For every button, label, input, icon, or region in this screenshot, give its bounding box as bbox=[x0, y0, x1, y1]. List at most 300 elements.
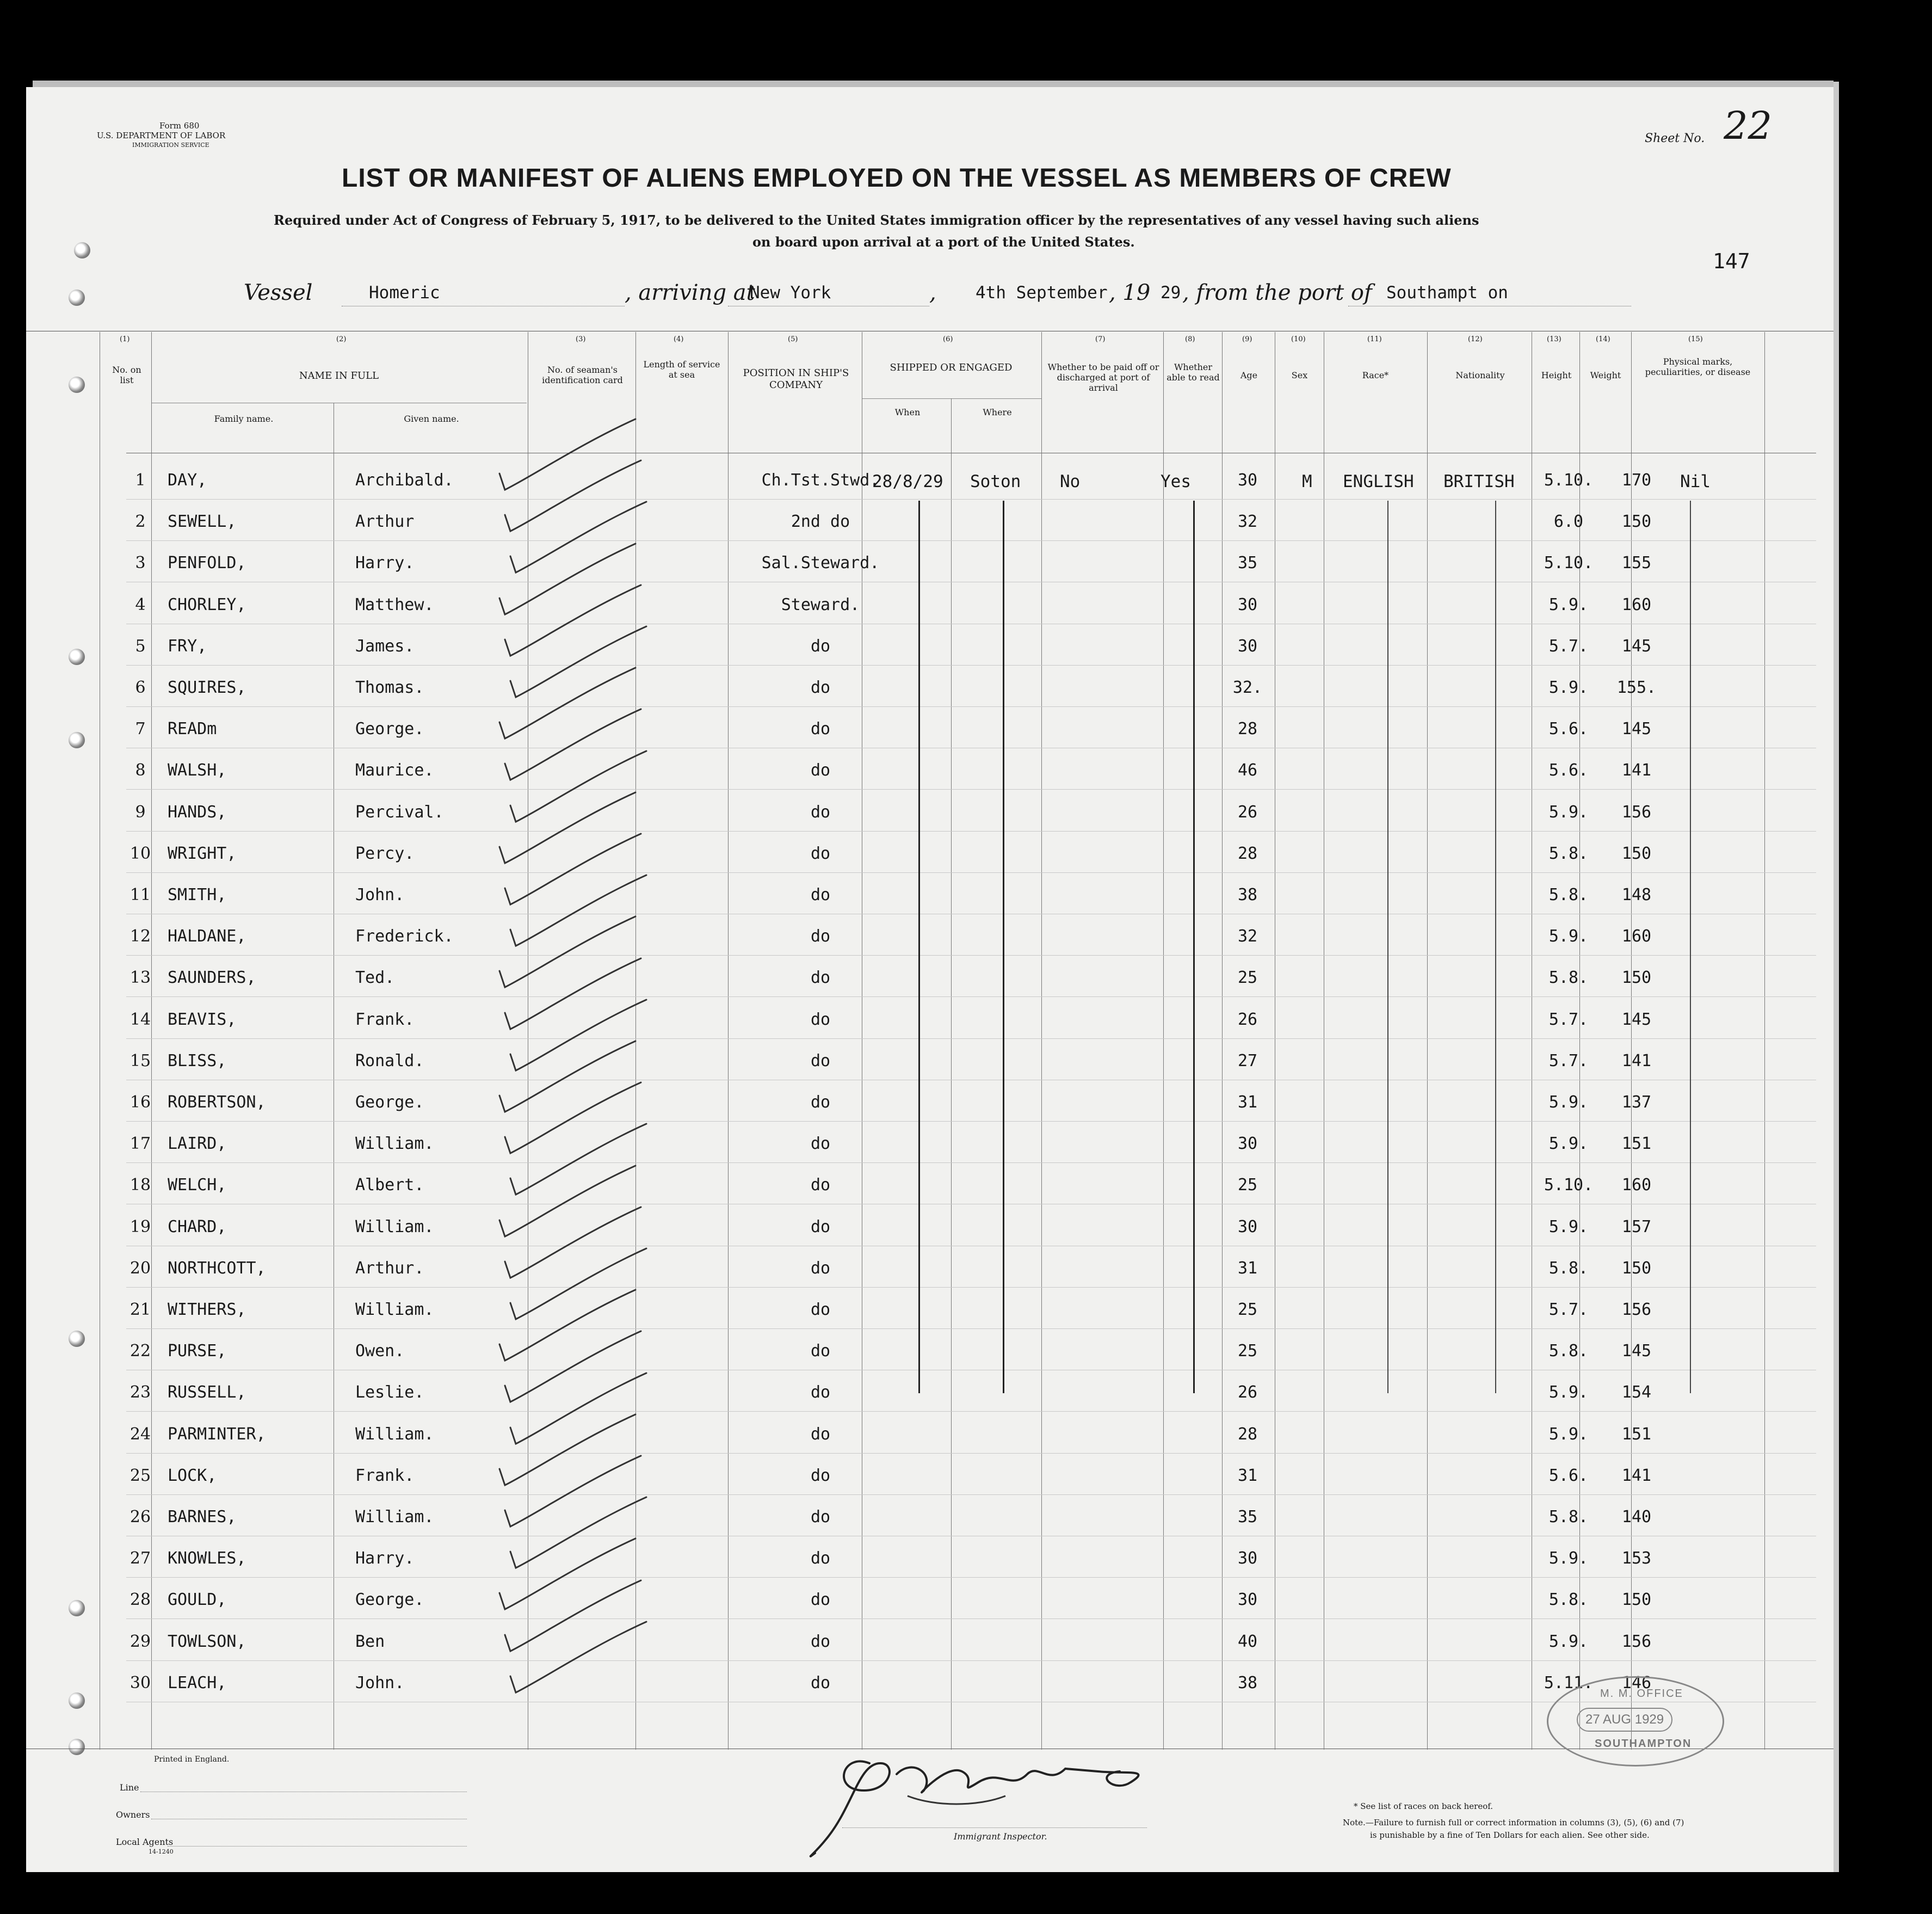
nationality-value: BRITISH bbox=[1443, 472, 1515, 491]
row-number: 23 bbox=[129, 1383, 151, 1402]
height: 5.7. bbox=[1548, 1300, 1589, 1319]
row-number: 9 bbox=[135, 803, 146, 822]
height: 5.10. bbox=[1544, 1176, 1594, 1195]
heading-name-in-full: NAME IN FULL bbox=[299, 370, 379, 381]
age: 32 bbox=[1237, 927, 1258, 946]
given-name: Leslie. bbox=[355, 1383, 424, 1402]
given-name: Arthur bbox=[355, 512, 415, 531]
height: 5.6. bbox=[1548, 1466, 1589, 1485]
given-name: Matthew. bbox=[355, 595, 434, 614]
position: Sal.Steward. bbox=[761, 553, 880, 573]
given-name: Percival. bbox=[355, 803, 444, 822]
table-row bbox=[26, 761, 1834, 793]
column-number: (13) bbox=[1547, 335, 1561, 343]
line-rule bbox=[140, 1792, 467, 1793]
position: do bbox=[810, 1259, 831, 1278]
column-number: (2) bbox=[336, 335, 347, 343]
heading-sex: Sex bbox=[1291, 370, 1308, 380]
age: 30 bbox=[1237, 637, 1258, 656]
inspector-label: Immigrant Inspector. bbox=[954, 1831, 1047, 1842]
given-name: Ben bbox=[355, 1632, 385, 1651]
height: 5.9. bbox=[1548, 678, 1589, 697]
row-number: 19 bbox=[129, 1217, 151, 1236]
age: 25 bbox=[1237, 1300, 1258, 1319]
given-name: John. bbox=[355, 1673, 405, 1693]
column-number: (10) bbox=[1291, 335, 1306, 343]
row-number: 11 bbox=[129, 885, 151, 904]
family-name: SEWELL, bbox=[168, 512, 237, 531]
heading-given-name: Given name. bbox=[404, 414, 459, 424]
age: 46 bbox=[1237, 761, 1258, 780]
age: 40 bbox=[1237, 1632, 1258, 1651]
age: 30 bbox=[1237, 595, 1258, 614]
family-name: FRY, bbox=[168, 637, 207, 656]
agents-rule bbox=[168, 1846, 467, 1847]
department: U.S. DEPARTMENT OF LABOR bbox=[97, 131, 226, 140]
table-row bbox=[26, 1093, 1834, 1125]
from-label: , from the port of bbox=[1182, 280, 1372, 305]
sheet-label: Sheet No. bbox=[1645, 132, 1705, 145]
row-number: 18 bbox=[129, 1176, 151, 1195]
height: 5.11. bbox=[1544, 1673, 1594, 1693]
family-name: PURSE, bbox=[168, 1341, 227, 1361]
column-number: (14) bbox=[1596, 335, 1610, 343]
weight: 150 bbox=[1621, 1590, 1652, 1609]
row-number: 15 bbox=[129, 1051, 151, 1070]
height: 5.9. bbox=[1548, 1425, 1589, 1444]
given-name: William. bbox=[355, 1425, 434, 1444]
table-row bbox=[26, 1300, 1834, 1333]
row-number: 25 bbox=[129, 1466, 151, 1485]
row-number: 30 bbox=[129, 1673, 151, 1693]
row-number: 22 bbox=[129, 1341, 151, 1361]
family-name: SAUNDERS, bbox=[168, 968, 256, 987]
page-number: 147 bbox=[1713, 249, 1750, 273]
given-name: William. bbox=[355, 1300, 434, 1319]
height: 5.6. bbox=[1548, 761, 1589, 780]
heading-paid-off: Whether to be paid off or discharged at port of arrival bbox=[1047, 362, 1159, 393]
weight: 157 bbox=[1621, 1217, 1652, 1236]
heading-when: When bbox=[894, 407, 921, 417]
family-name: WRIGHT, bbox=[168, 844, 237, 863]
position: do bbox=[810, 1549, 831, 1568]
age: 31 bbox=[1237, 1259, 1258, 1278]
height: 5.9. bbox=[1548, 803, 1589, 822]
table-row bbox=[26, 1425, 1834, 1457]
family-name: LAIRD, bbox=[168, 1134, 227, 1153]
heading-family-name: Family name. bbox=[214, 414, 274, 424]
weight: 155 bbox=[1621, 553, 1652, 573]
weight: 148 bbox=[1621, 885, 1652, 904]
stamp-date: 27 AUG 1929 bbox=[1577, 1708, 1672, 1732]
given-name: Owen. bbox=[355, 1341, 405, 1361]
sheet-number: 22 bbox=[1724, 103, 1773, 148]
stamp-bottom-text: SOUTHAMPTON bbox=[1595, 1738, 1692, 1750]
height: 5.8. bbox=[1548, 844, 1589, 863]
position: do bbox=[810, 1466, 831, 1485]
inspector-rule bbox=[842, 1827, 1147, 1829]
row-number: 27 bbox=[129, 1549, 151, 1568]
agents-label: Local Agents bbox=[116, 1837, 174, 1847]
family-name: READm bbox=[168, 719, 217, 738]
position: do bbox=[810, 927, 831, 946]
position: do bbox=[810, 1010, 831, 1029]
height: 5.8. bbox=[1548, 968, 1589, 987]
given-name: Maurice. bbox=[355, 761, 434, 780]
subtitle-line-2: on board upon arrival at a port of the United States. bbox=[752, 234, 1135, 250]
table-row bbox=[26, 1259, 1834, 1291]
heading-weight: Weight bbox=[1590, 370, 1621, 380]
weight: 141 bbox=[1621, 1051, 1652, 1070]
age: 26 bbox=[1237, 803, 1258, 822]
heading-race: Race* bbox=[1362, 370, 1389, 380]
row-number: 6 bbox=[135, 678, 146, 697]
age: 25 bbox=[1237, 968, 1258, 987]
age: 35 bbox=[1237, 1507, 1258, 1527]
table-row bbox=[26, 1051, 1834, 1084]
penalty-note-2: is punishable by a fine of Ten Dollars for each alien. See other side. bbox=[1370, 1830, 1650, 1840]
heading-physical-marks: Physical marks, peculiarities, or disease bbox=[1645, 356, 1751, 377]
arrival-year: 29 bbox=[1161, 283, 1181, 303]
family-name: PENFOLD, bbox=[168, 553, 246, 573]
height: 5.8. bbox=[1548, 1341, 1589, 1361]
table-row bbox=[26, 719, 1834, 752]
vessel-name: Homeric bbox=[369, 283, 440, 303]
heading-shipped: SHIPPED OR ENGAGED bbox=[890, 362, 1013, 373]
heading-height: Height bbox=[1541, 370, 1572, 380]
age: 38 bbox=[1237, 885, 1258, 904]
given-name: George. bbox=[355, 719, 424, 738]
family-name: TOWLSON, bbox=[168, 1632, 246, 1651]
given-name: William. bbox=[355, 1507, 434, 1527]
arrival-date: 4th September bbox=[976, 283, 1108, 303]
given-name: Thomas. bbox=[355, 678, 424, 697]
height: 5.8. bbox=[1548, 885, 1589, 904]
column-number: (4) bbox=[674, 335, 684, 343]
column-number: (5) bbox=[788, 335, 798, 343]
position: do bbox=[810, 803, 831, 822]
height: 5.8. bbox=[1548, 1259, 1589, 1278]
age: 28 bbox=[1237, 844, 1258, 863]
age: 30 bbox=[1237, 1590, 1258, 1609]
weight: 141 bbox=[1621, 761, 1652, 780]
given-name: William. bbox=[355, 1217, 434, 1236]
age: 30 bbox=[1237, 1217, 1258, 1236]
paid-off-value: No bbox=[1060, 472, 1081, 491]
weight: 155. bbox=[1616, 678, 1657, 697]
table-row bbox=[26, 844, 1834, 877]
heading-age: Age bbox=[1240, 370, 1258, 380]
inspector-signature bbox=[771, 1731, 1185, 1872]
weight: 151 bbox=[1621, 1134, 1652, 1153]
weight: 146 bbox=[1621, 1673, 1652, 1693]
height: 5.9. bbox=[1548, 1134, 1589, 1153]
column-number: (12) bbox=[1468, 335, 1483, 343]
position: do bbox=[810, 761, 831, 780]
age: 32 bbox=[1237, 512, 1258, 531]
heading-able-read: Whether able to read bbox=[1166, 362, 1220, 383]
office-stamp bbox=[1547, 1676, 1724, 1767]
row-number: 17 bbox=[129, 1134, 151, 1153]
row-number: 4 bbox=[135, 595, 146, 614]
heading-no-on-list: No. on list bbox=[112, 365, 141, 385]
departure-port: Southampt on bbox=[1386, 283, 1508, 303]
family-name: KNOWLES, bbox=[168, 1549, 246, 1568]
table-row bbox=[26, 927, 1834, 959]
race-note: * See list of races on back hereof. bbox=[1354, 1801, 1493, 1811]
age: 27 bbox=[1237, 1051, 1258, 1070]
table-row bbox=[26, 1632, 1834, 1665]
table-row bbox=[26, 1217, 1834, 1250]
ditto-line bbox=[918, 501, 920, 1393]
age: 30 bbox=[1237, 1549, 1258, 1568]
row-number: 2 bbox=[135, 512, 146, 531]
given-name: Frank. bbox=[355, 1466, 415, 1485]
table-row bbox=[26, 968, 1834, 1001]
position: do bbox=[810, 637, 831, 656]
manifest-sheet bbox=[26, 87, 1834, 1872]
position: do bbox=[810, 678, 831, 697]
position: do bbox=[810, 1383, 831, 1402]
given-name: John. bbox=[355, 885, 405, 904]
age: 26 bbox=[1237, 1383, 1258, 1402]
family-name: WITHERS, bbox=[168, 1300, 246, 1319]
position: do bbox=[810, 1300, 831, 1319]
table-row bbox=[26, 637, 1834, 669]
table-row bbox=[26, 678, 1834, 711]
height: 5.9. bbox=[1548, 1217, 1589, 1236]
given-name: Harry. bbox=[355, 553, 415, 573]
form-code: 14-1240 bbox=[149, 1848, 174, 1855]
service: IMMIGRATION SERVICE bbox=[132, 141, 209, 149]
family-name: WELCH, bbox=[168, 1176, 227, 1195]
weight: 156 bbox=[1621, 1632, 1652, 1651]
column-number: (6) bbox=[943, 335, 953, 343]
table-row bbox=[26, 1341, 1834, 1374]
separator: , bbox=[929, 280, 936, 305]
table-row bbox=[26, 553, 1834, 586]
row-number: 28 bbox=[129, 1590, 151, 1609]
row-number: 21 bbox=[129, 1300, 151, 1319]
height: 5.9. bbox=[1548, 595, 1589, 614]
row-number: 3 bbox=[135, 553, 146, 573]
heading-nationality: Nationality bbox=[1455, 370, 1505, 380]
given-name: James. bbox=[355, 637, 415, 656]
given-name: Harry. bbox=[355, 1549, 415, 1568]
family-name: LOCK, bbox=[168, 1466, 217, 1485]
height: 5.10. bbox=[1544, 553, 1594, 573]
position: do bbox=[810, 1176, 831, 1195]
ditto-line bbox=[1193, 501, 1195, 1393]
given-name: George. bbox=[355, 1590, 424, 1609]
given-name: Ted. bbox=[355, 968, 395, 987]
owners-rule bbox=[151, 1819, 467, 1820]
heading-where: Where bbox=[983, 407, 1012, 417]
weight: 145 bbox=[1621, 719, 1652, 738]
owners-label: Owners bbox=[116, 1810, 150, 1820]
arrival-port: New York bbox=[750, 283, 831, 303]
table-row bbox=[26, 1383, 1834, 1416]
table-row bbox=[26, 1549, 1834, 1581]
family-name: PARMINTER, bbox=[168, 1425, 266, 1444]
family-name: NORTHCOTT, bbox=[168, 1259, 266, 1278]
weight: 137 bbox=[1621, 1093, 1652, 1112]
weight: 153 bbox=[1621, 1549, 1652, 1568]
height: 5.6. bbox=[1548, 719, 1589, 738]
age: 31 bbox=[1237, 1466, 1258, 1485]
page-edge bbox=[1834, 82, 1839, 1872]
height: 5.8. bbox=[1548, 1590, 1589, 1609]
shipped-when: 28/8/29 bbox=[872, 472, 943, 491]
position: do bbox=[810, 885, 831, 904]
family-name: BLISS, bbox=[168, 1051, 227, 1070]
age: 38 bbox=[1237, 1673, 1258, 1693]
height: 5.7. bbox=[1548, 637, 1589, 656]
ditto-line bbox=[1690, 501, 1691, 1393]
table-row bbox=[26, 1134, 1834, 1167]
row-number: 12 bbox=[129, 927, 151, 946]
weight: 150 bbox=[1621, 512, 1652, 531]
position: do bbox=[810, 1217, 831, 1236]
position: do bbox=[810, 968, 831, 987]
given-name: Archibald. bbox=[355, 471, 454, 490]
family-name: SMITH, bbox=[168, 885, 227, 904]
family-name: DAY, bbox=[168, 471, 207, 490]
weight: 156 bbox=[1621, 803, 1652, 822]
age: 26 bbox=[1237, 1010, 1258, 1029]
given-name: Percy. bbox=[355, 844, 415, 863]
position: do bbox=[810, 1632, 831, 1651]
penalty-note-1: Note.—Failure to furnish full or correct information in columns (3), (5), (6) and (7) bbox=[1343, 1818, 1684, 1827]
position: 2nd do bbox=[791, 512, 850, 531]
weight: 145 bbox=[1621, 637, 1652, 656]
arriving-label: , arriving at bbox=[625, 280, 755, 305]
able-read-value: Yes bbox=[1161, 472, 1191, 491]
weight: 160 bbox=[1621, 1176, 1652, 1195]
printed-note: Printed in England. bbox=[154, 1755, 230, 1764]
position: do bbox=[810, 1590, 831, 1609]
age: 35 bbox=[1237, 553, 1258, 573]
weight: 170 bbox=[1621, 471, 1652, 490]
weight: 160 bbox=[1621, 927, 1652, 946]
row-number: 13 bbox=[129, 968, 151, 987]
stamp-top-text: M. M. OFFICE bbox=[1600, 1688, 1683, 1700]
given-name: George. bbox=[355, 1093, 424, 1112]
row-number: 5 bbox=[135, 637, 146, 656]
ditto-line bbox=[1495, 501, 1496, 1393]
given-name: Frank. bbox=[355, 1010, 415, 1029]
physical-marks-value: Nil bbox=[1680, 472, 1711, 491]
position: do bbox=[810, 1507, 831, 1527]
sex-value: M bbox=[1302, 472, 1312, 491]
table-row bbox=[26, 1010, 1834, 1043]
given-name: Frederick. bbox=[355, 927, 454, 946]
heading-position: POSITION IN SHIP'S COMPANY bbox=[743, 367, 849, 391]
weight: 141 bbox=[1621, 1466, 1652, 1485]
family-name: SQUIRES, bbox=[168, 678, 246, 697]
year-prefix: , 19 bbox=[1109, 280, 1151, 305]
position: do bbox=[810, 1673, 831, 1693]
position: do bbox=[810, 1425, 831, 1444]
weight: 145 bbox=[1621, 1010, 1652, 1029]
height: 5.9. bbox=[1548, 927, 1589, 946]
weight: 150 bbox=[1621, 1259, 1652, 1278]
weight: 156 bbox=[1621, 1300, 1652, 1319]
family-name: CHARD, bbox=[168, 1217, 227, 1236]
height: 6.0 bbox=[1553, 512, 1584, 531]
weight: 140 bbox=[1621, 1507, 1652, 1527]
table-row bbox=[26, 512, 1834, 545]
family-name: GOULD, bbox=[168, 1590, 227, 1609]
age: 30 bbox=[1237, 1134, 1258, 1153]
row-number: 20 bbox=[129, 1259, 151, 1278]
height: 5.9. bbox=[1548, 1093, 1589, 1112]
table-row bbox=[26, 1590, 1834, 1623]
age: 25 bbox=[1237, 1341, 1258, 1361]
shipped-where: Soton bbox=[970, 472, 1021, 491]
table-row bbox=[26, 803, 1834, 835]
family-name: HANDS, bbox=[168, 803, 227, 822]
family-name: HALDANE, bbox=[168, 927, 246, 946]
age: 30 bbox=[1237, 471, 1258, 490]
height: 5.8. bbox=[1548, 1507, 1589, 1527]
table-row bbox=[26, 1466, 1834, 1499]
given-name: William. bbox=[355, 1134, 434, 1153]
column-number: (9) bbox=[1242, 335, 1252, 343]
row-number: 14 bbox=[129, 1010, 151, 1029]
weight: 160 bbox=[1621, 595, 1652, 614]
column-number: (7) bbox=[1095, 335, 1106, 343]
column-number: (3) bbox=[576, 335, 586, 343]
given-name: Ronald. bbox=[355, 1051, 424, 1070]
row-number: 8 bbox=[135, 761, 146, 780]
family-name: CHORLEY, bbox=[168, 595, 246, 614]
position: Steward. bbox=[781, 595, 860, 614]
table-row bbox=[26, 1176, 1834, 1208]
height: 5.9. bbox=[1548, 1632, 1589, 1651]
ditto-line bbox=[1003, 501, 1004, 1393]
position: do bbox=[810, 719, 831, 738]
height: 5.7. bbox=[1548, 1051, 1589, 1070]
height: 5.9. bbox=[1548, 1549, 1589, 1568]
age: 32. bbox=[1232, 678, 1263, 697]
subtitle-line-1: Required under Act of Congress of February 5, 1917, to be delivered to the United States immigration officer by the representatives of any vessel having such aliens bbox=[274, 212, 1479, 228]
column-number: (8) bbox=[1185, 335, 1195, 343]
table-row bbox=[26, 1507, 1834, 1540]
age: 31 bbox=[1237, 1093, 1258, 1112]
row-number: 16 bbox=[129, 1093, 151, 1112]
heading-length-service: Length of service at sea bbox=[643, 359, 720, 380]
column-number: (1) bbox=[120, 335, 130, 343]
heading-id-card: No. of seaman's identification card bbox=[542, 365, 623, 385]
vessel-label: Vessel bbox=[244, 280, 313, 305]
family-name: LEACH, bbox=[168, 1673, 227, 1693]
height: 5.7. bbox=[1548, 1010, 1589, 1029]
row-number: 1 bbox=[135, 471, 146, 490]
family-name: BARNES, bbox=[168, 1507, 237, 1527]
table-row bbox=[26, 885, 1834, 918]
position: Ch.Tst.Stwd. bbox=[761, 471, 880, 490]
position: do bbox=[810, 1341, 831, 1361]
position: do bbox=[810, 1051, 831, 1070]
table-row bbox=[26, 595, 1834, 628]
position: do bbox=[810, 844, 831, 863]
row-number: 24 bbox=[129, 1425, 151, 1444]
ditto-line bbox=[1387, 501, 1388, 1393]
family-name: BEAVIS, bbox=[168, 1010, 237, 1029]
form-number: Form 680 bbox=[159, 121, 200, 131]
manifest-title: LIST OR MANIFEST OF ALIENS EMPLOYED ON THE VESSEL AS MEMBERS OF CREW bbox=[342, 164, 1452, 193]
